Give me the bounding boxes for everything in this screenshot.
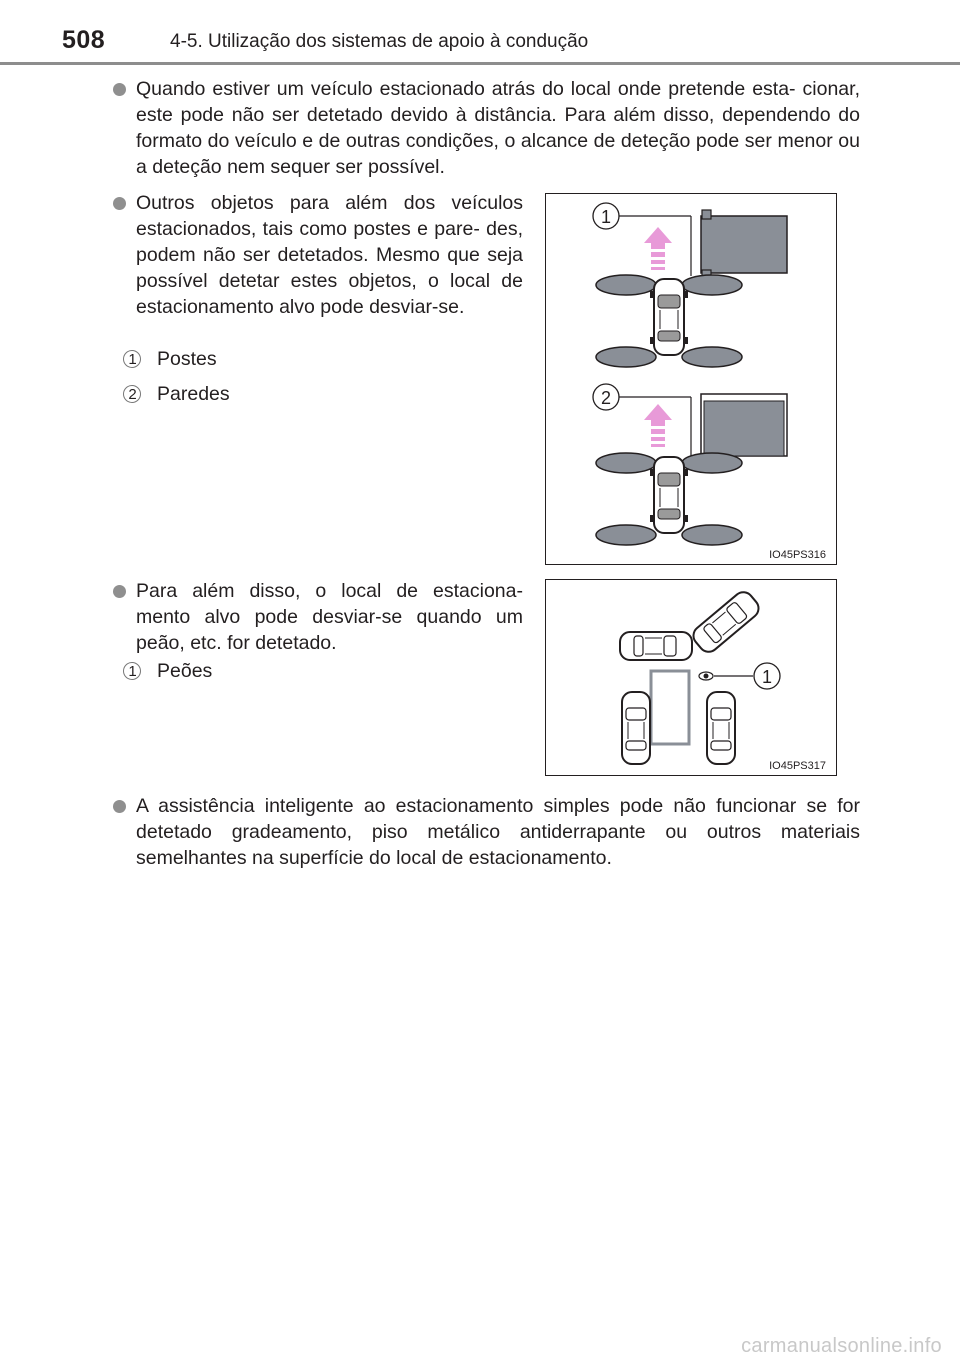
paragraph-text: A assistência inteligente ao estacionamento simples pode não funcionar se for detetado gradeamento, piso metálico antiderrapante ou outros materiais semelhantes na superfície do local de estacionamento. (136, 795, 860, 869)
header-rule (0, 62, 960, 65)
legend-number-1: 1 (125, 662, 140, 681)
legend-label: Paredes (157, 383, 230, 405)
legend-item-paredes (128, 383, 230, 406)
paragraph-vehicle-distance (136, 76, 860, 180)
legend-item-postes (128, 348, 217, 371)
scenario-paredes (593, 384, 787, 545)
legend-label: Postes (157, 348, 217, 370)
arrow-icon (644, 227, 672, 270)
car-icon (622, 692, 650, 764)
page-header (0, 0, 960, 66)
bullet-icon (113, 83, 126, 96)
figure-peoes (545, 579, 837, 776)
car-icon (620, 632, 692, 660)
section-title: 4-5. Utilização dos sistemas de apoio à condução (170, 31, 589, 52)
figure-code: IO45PS316 (769, 549, 826, 561)
legend-number-2: 2 (125, 385, 140, 404)
figure-code: IO45PS317 (769, 760, 826, 772)
callout-1-text: 1 (600, 207, 612, 227)
target-spot (651, 671, 689, 744)
legend-number-1: 1 (125, 350, 140, 369)
paragraph-other-objects (136, 190, 523, 320)
paragraph-text: Para além disso, o local de estaciona- mento alvo pode desviar-se quando um peão, etc. for detetado. (136, 580, 523, 654)
callout-1-text: 1 (761, 667, 773, 687)
watermark: carmanualsonline.info (741, 1335, 942, 1357)
paragraph-text: Outros objetos para além dos veículos estacionados, tais como postes e pare- des, podem não ser detetados. Mesmo que seja possível detetar estes objetos, o local de estacionamento alvo pode desviar-se. (136, 192, 523, 318)
legend-item-peoes (128, 660, 213, 683)
arrow-icon (644, 404, 672, 447)
post-icon (702, 210, 711, 219)
car-icon (707, 692, 735, 764)
paragraph-metal-surface (136, 793, 860, 871)
legend-label: Peões (157, 660, 213, 682)
paragraph-text: Quando estiver um veículo estacionado atrás do local onde pretende esta- cionar, este pode não ser detetado devido à distância. Para além disso, dependendo do formato do veículo e de outras condições, o alcance de deteção pode ser menor ou a deteção nem sequer ser possível. (136, 78, 860, 178)
car-icon (689, 588, 762, 656)
bullet-icon (113, 585, 126, 598)
paragraph-pedestrian (136, 578, 523, 656)
bullet-icon (113, 197, 126, 210)
car-icon (650, 279, 688, 355)
page-number: 508 (62, 26, 106, 54)
scenario-postes (593, 203, 787, 367)
figure-postes-paredes (545, 193, 837, 565)
car-icon (650, 457, 688, 533)
parked-box (701, 216, 787, 273)
callout-2-text: 2 (600, 388, 612, 408)
bullet-icon (113, 800, 126, 813)
